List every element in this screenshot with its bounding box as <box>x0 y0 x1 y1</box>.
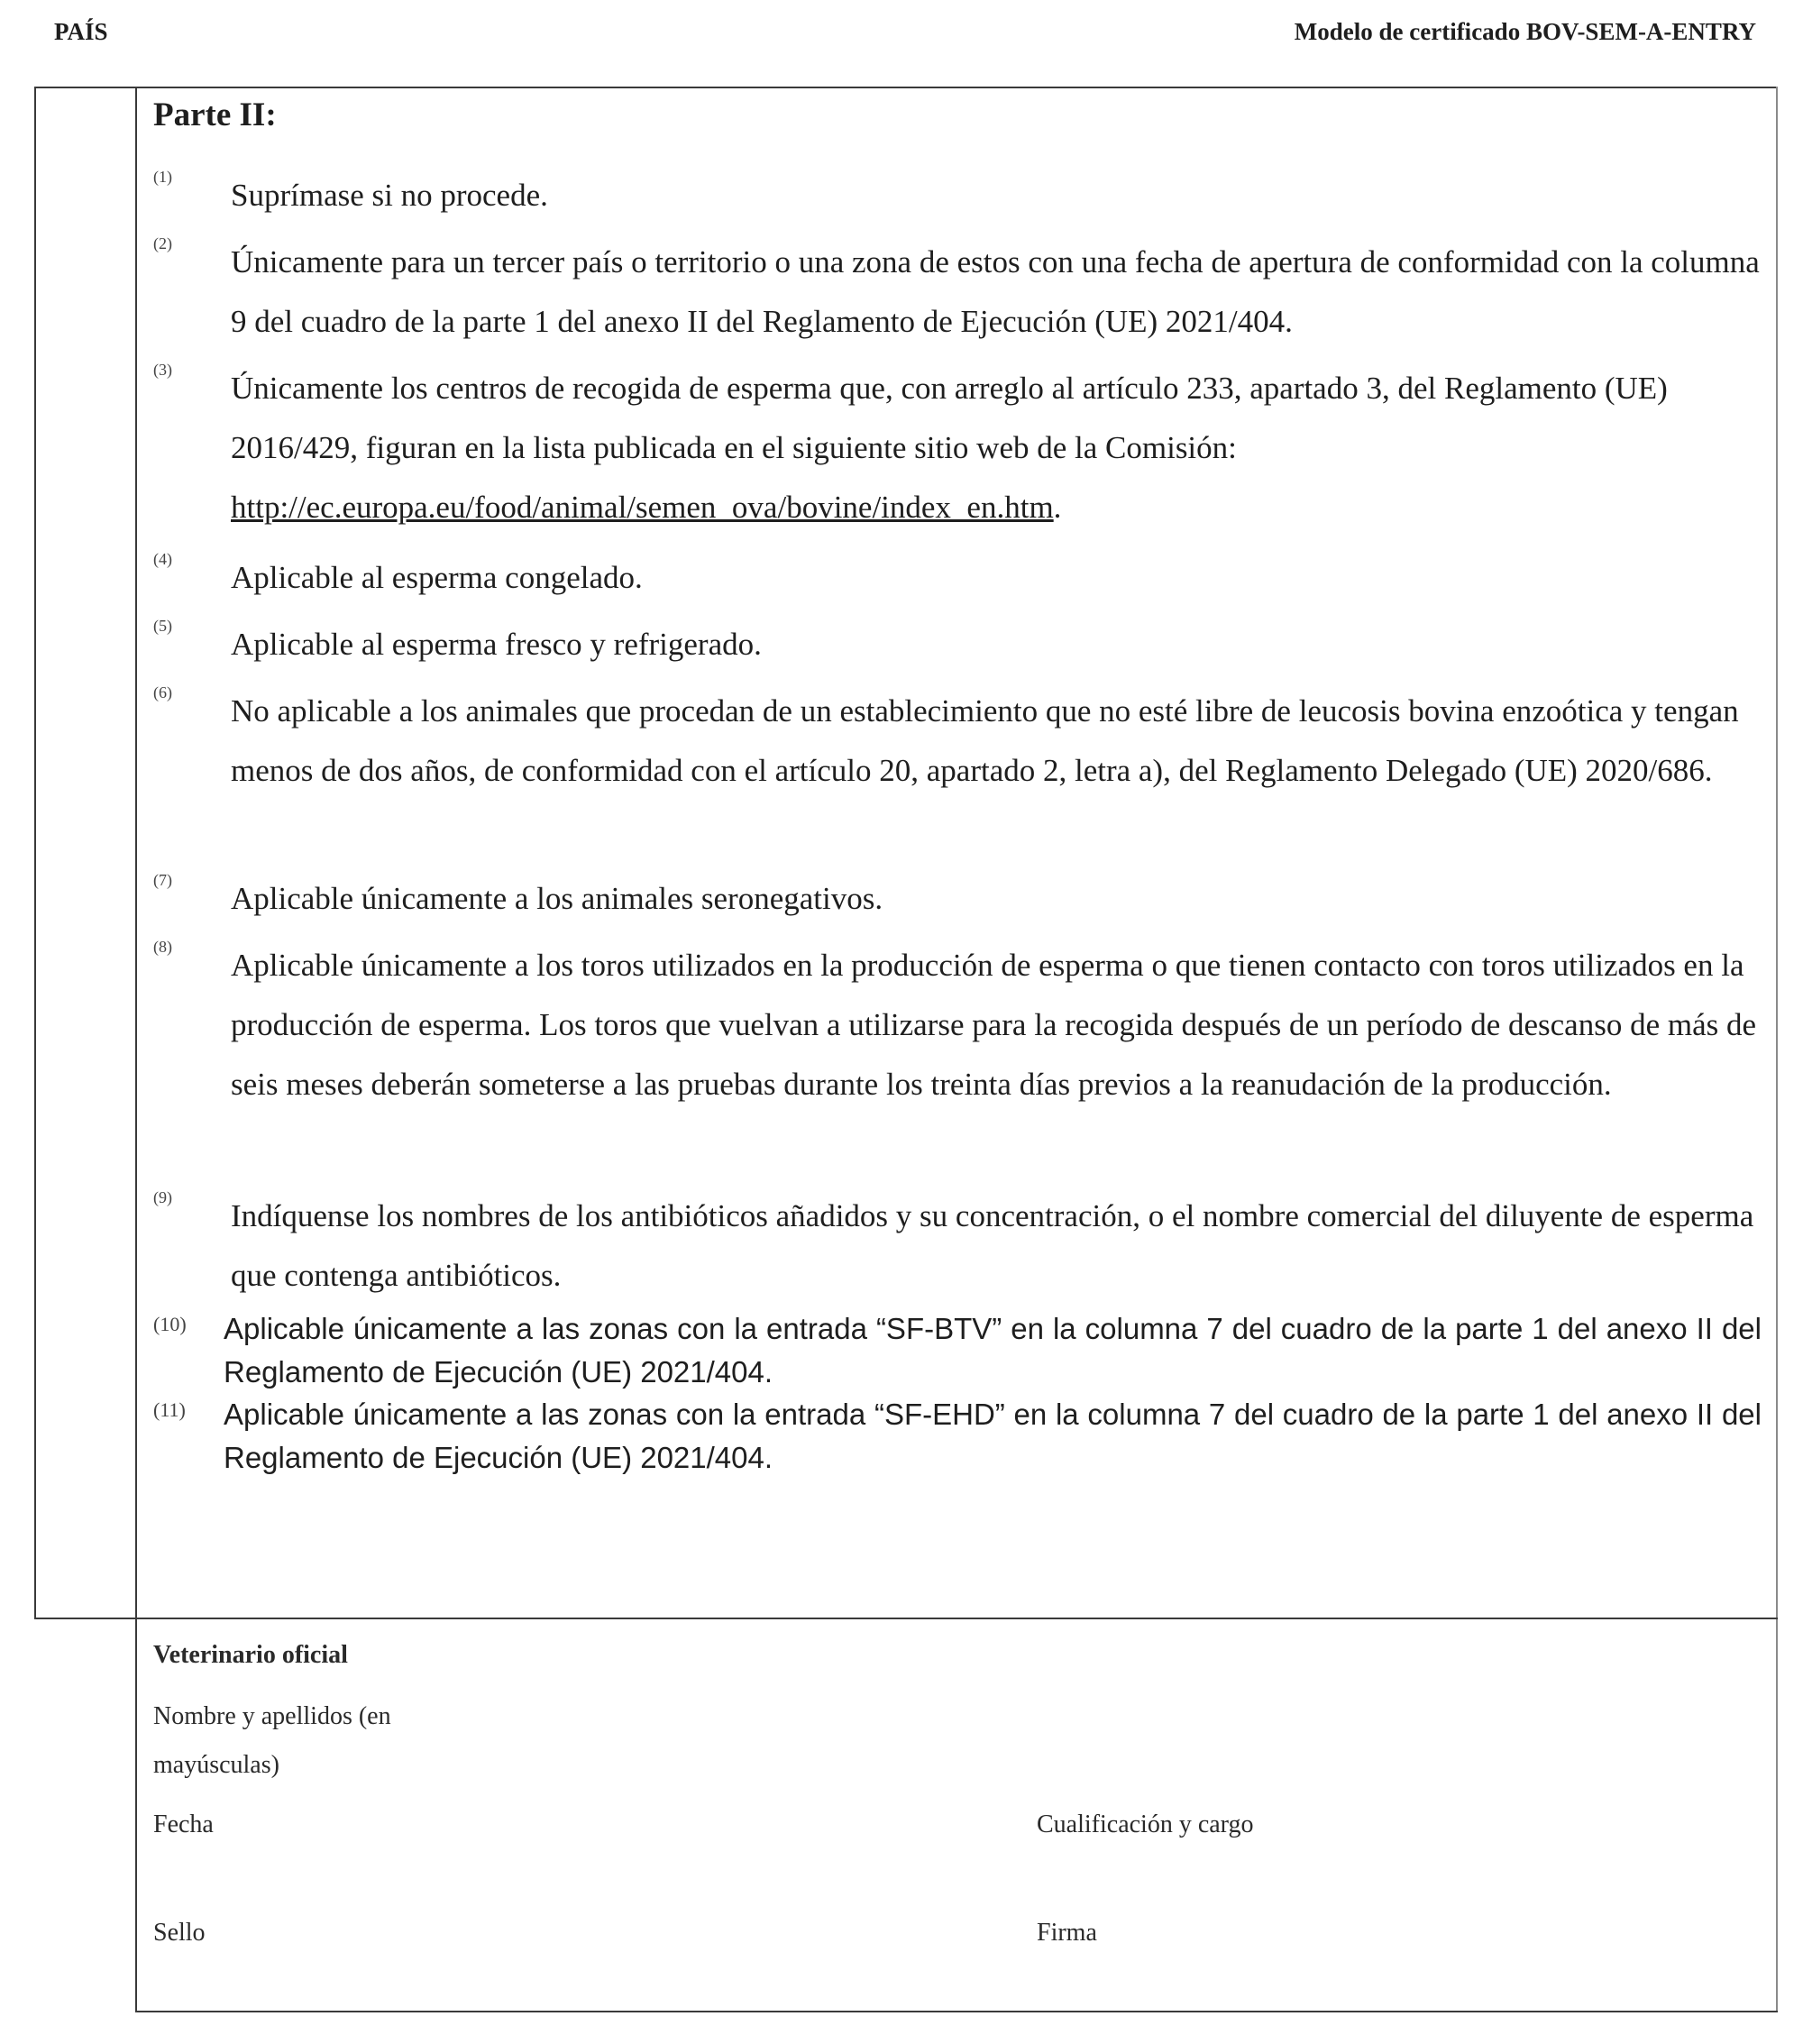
frame-middle-line <box>34 1618 1778 1619</box>
signature-label: Firma <box>1037 1919 1097 1947</box>
footnote-number: (7) <box>153 871 172 889</box>
qualification-label: Cualificación y cargo <box>1037 1810 1254 1838</box>
name-label-line2: mayúsculas) <box>153 1751 279 1779</box>
footnote-number: (11) <box>153 1398 186 1421</box>
name-label-line1: Nombre y apellidos (en <box>153 1702 391 1730</box>
frame-bottom-line <box>135 2011 1778 2012</box>
header-model: Modelo de certificado BOV-SEM-A-ENTRY <box>1294 18 1756 45</box>
footnote-number: (1) <box>153 168 172 186</box>
footnote-text: Indíquense los nombres de los antibióticos añadidos y su concentración, o el nombre comercial del diluyente de esperma que contenga antibióticos. <box>231 1198 1754 1293</box>
footnote-number: (5) <box>153 617 172 635</box>
footnote-text: Aplicable únicamente a los animales seronegativos. <box>231 881 883 916</box>
footnote-text: Aplicable al esperma congelado. <box>231 560 643 595</box>
footnote-text: Aplicable únicamente a las zonas con la entrada “SF-EHD” en la columna 7 del cuadro de la parte 1 del anexo II del Reglamento de Ejecución (UE) 2021/404. <box>224 1398 1762 1474</box>
header-country: PAÍS <box>54 18 108 45</box>
frame-left-line <box>34 87 36 1619</box>
stamp-label: Sello <box>153 1919 206 1947</box>
frame-right-line <box>1776 87 1778 2012</box>
footnote-text-body: Únicamente los centros de recogida de esperma que, con arreglo al artículo 233, apartado 3, del Reglamento (UE) 2016/429, figuran en la lista publicada en el siguiente sitio web de la Comisión: <box>231 371 1668 465</box>
link-suffix: . <box>1053 490 1062 525</box>
official-veterinarian-title: Veterinario oficial <box>153 1641 348 1669</box>
footnote-number: (4) <box>153 550 172 568</box>
footnote-text: Aplicable únicamente a las zonas con la entrada “SF-BTV” en la columna 7 del cuadro de la parte 1 del anexo II del Reglamento de Ejecución (UE) 2021/404. <box>224 1312 1762 1389</box>
frame-top-line <box>34 87 1778 88</box>
footnote-number: (3) <box>153 361 172 379</box>
footnote-text: Aplicable al esperma fresco y refrigerado. <box>231 627 762 662</box>
footnote-text: No aplicable a los animales que procedan de un establecimiento que no esté libre de leucosis bovina enzoótica y tengan menos de dos años, de conformidad con el artículo 20, apartado 2, letra a), del Reglamento Delegado (UE) 2020/686. <box>231 693 1739 788</box>
footnote-text: Suprímase si no procede. <box>231 178 548 213</box>
commission-website-link[interactable]: http://ec.europa.eu/food/animal/semen_ova/bovine/index_en.htm <box>231 490 1054 525</box>
footnote-number: (8) <box>153 938 172 956</box>
frame-inner-line <box>135 87 137 2012</box>
part-title: Parte II: <box>153 96 277 133</box>
footnote-number: (2) <box>153 234 172 252</box>
footnote-number: (6) <box>153 683 172 701</box>
footnote-text: Únicamente para un tercer país o territorio o una zona de estos con una fecha de apertura de conformidad con la columna 9 del cuadro de la parte 1 del anexo II del Reglamento de Ejecución (UE) 2021/404. <box>231 244 1760 339</box>
footnote-text: Aplicable únicamente a los toros utilizados en la producción de esperma o que tienen contacto con toros utilizados en la producción de esperma. Los toros que vuelvan a utilizarse para la recogida después de un período de descanso de más de seis meses deberán someterse a las pruebas durante los treinta días previos a la reanudación de la producción. <box>231 948 1757 1102</box>
footnote-number: (10) <box>153 1313 187 1335</box>
footnote-text <box>231 359 1763 537</box>
date-label: Fecha <box>153 1810 214 1838</box>
footnote-number: (9) <box>153 1188 172 1206</box>
